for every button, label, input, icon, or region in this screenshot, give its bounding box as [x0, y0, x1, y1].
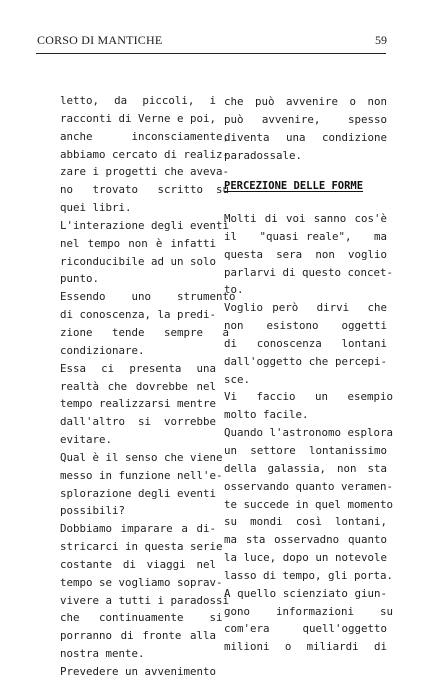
- text-line: lasso di tempo, gli porta.: [224, 568, 394, 582]
- text-line: Molti di voi sanno cos'è: [224, 212, 387, 225]
- text-line: L'interazione degli eventi: [60, 218, 230, 232]
- text-line: il "quasi reale", ma: [224, 229, 387, 243]
- text-line: tempo se vogliamo soprav-: [60, 575, 223, 589]
- text-line: paradossale.: [224, 148, 303, 162]
- text-line: nostra mente.: [60, 647, 145, 661]
- text-line: non esistono oggetti: [224, 319, 387, 333]
- text-line: splorazione degli eventi: [60, 486, 217, 500]
- text-line: A quello scienziato giun-: [224, 586, 387, 600]
- left-column: [60, 92, 236, 681]
- text-line: Voglio però dirvi che: [224, 301, 387, 315]
- text-line: che può avvenire o non: [224, 95, 387, 108]
- text-line: com'era quell'oggetto: [224, 622, 387, 636]
- text-line: questa sera non voglio: [224, 247, 387, 261]
- text-line: di conoscenza lontani: [224, 336, 387, 350]
- text-line: diventa una condizione: [224, 130, 387, 144]
- text-line: zare i progetti che aveva-: [60, 165, 230, 179]
- text-line: te succede in quel momento: [224, 497, 394, 511]
- page-number: 59: [375, 33, 387, 47]
- text-line: Vi faccio un esempio: [224, 390, 394, 404]
- right-column-body: [224, 210, 394, 656]
- text-line: abbiamo cercato di realiz-: [60, 147, 230, 161]
- text-line: condizionare.: [60, 343, 145, 357]
- text-line: Essendo uno strumento: [60, 290, 236, 304]
- text-line: su mondi così lontani,: [224, 515, 387, 529]
- text-line: costante di viaggi nel: [60, 557, 216, 571]
- text-line: no trovato scritto su: [60, 183, 230, 197]
- text-line: la luce, dopo un notevole: [224, 551, 387, 565]
- text-line: realtà che dovrebbe nel: [60, 379, 216, 393]
- text-line: che continuamente si: [60, 611, 223, 625]
- text-line: dall'oggetto che percepi-: [224, 354, 387, 368]
- text-line: gono informazioni su: [224, 604, 394, 618]
- text-line: punto.: [60, 272, 100, 286]
- text-line: quei libri.: [60, 201, 132, 215]
- text-line: letto, da piccoli, i: [60, 94, 216, 107]
- text-line: parlarvi di questo concet-: [224, 265, 394, 279]
- text-line: vivere a tutti i paradossi: [60, 593, 230, 607]
- text-line: tempo realizzarsi mentre: [60, 397, 217, 411]
- text-line: nel tempo non è infatti: [60, 236, 216, 250]
- text-line: riconducibile ad un solo: [60, 254, 217, 268]
- text-line: osservando quanto veramen-: [224, 479, 394, 493]
- text-line: evitare.: [60, 433, 113, 447]
- text-line: anche inconsciamente,: [60, 129, 230, 143]
- right-column-top: [224, 93, 387, 164]
- text-line: può avvenire, spesso: [224, 112, 387, 126]
- section-heading: PERCEZIONE DELLE FORME: [224, 180, 364, 192]
- text-line: stricarci in questa serie: [60, 540, 223, 554]
- text-line: di conoscenza, la predi-: [60, 308, 217, 322]
- text-line: milioni o miliardi di: [224, 640, 387, 654]
- text-line: to.: [224, 283, 244, 297]
- text-line: zione tende sempre a: [60, 325, 230, 339]
- text-line: racconti di Verne e poi,: [60, 111, 217, 125]
- text-line: Prevedere un avvenimento: [60, 665, 217, 678]
- text-line: Quando l'astronomo esplora: [224, 426, 394, 440]
- running-title: CORSO DI MANTICHE: [37, 33, 163, 47]
- text-line: un settore lontanissimo: [224, 443, 387, 457]
- header-rule: [36, 53, 386, 54]
- text-line: porranno di fronte alla: [60, 629, 216, 643]
- text-line: molto facile.: [224, 408, 309, 422]
- text-line: Qual è il senso che viene: [60, 450, 223, 464]
- text-line: Dobbiamo imparare a di-: [60, 522, 216, 536]
- text-line: sce.: [224, 372, 251, 386]
- text-line: ma sta osservadno quanto: [224, 533, 387, 547]
- text-line: della galassia, non sta: [224, 461, 387, 475]
- text-line: dall'altro si vorrebbe: [60, 415, 217, 429]
- text-line: Essa ci presenta una: [60, 361, 216, 375]
- text-line: possibili?: [60, 504, 126, 518]
- text-line: messo in funzione nell'e-: [60, 468, 223, 482]
